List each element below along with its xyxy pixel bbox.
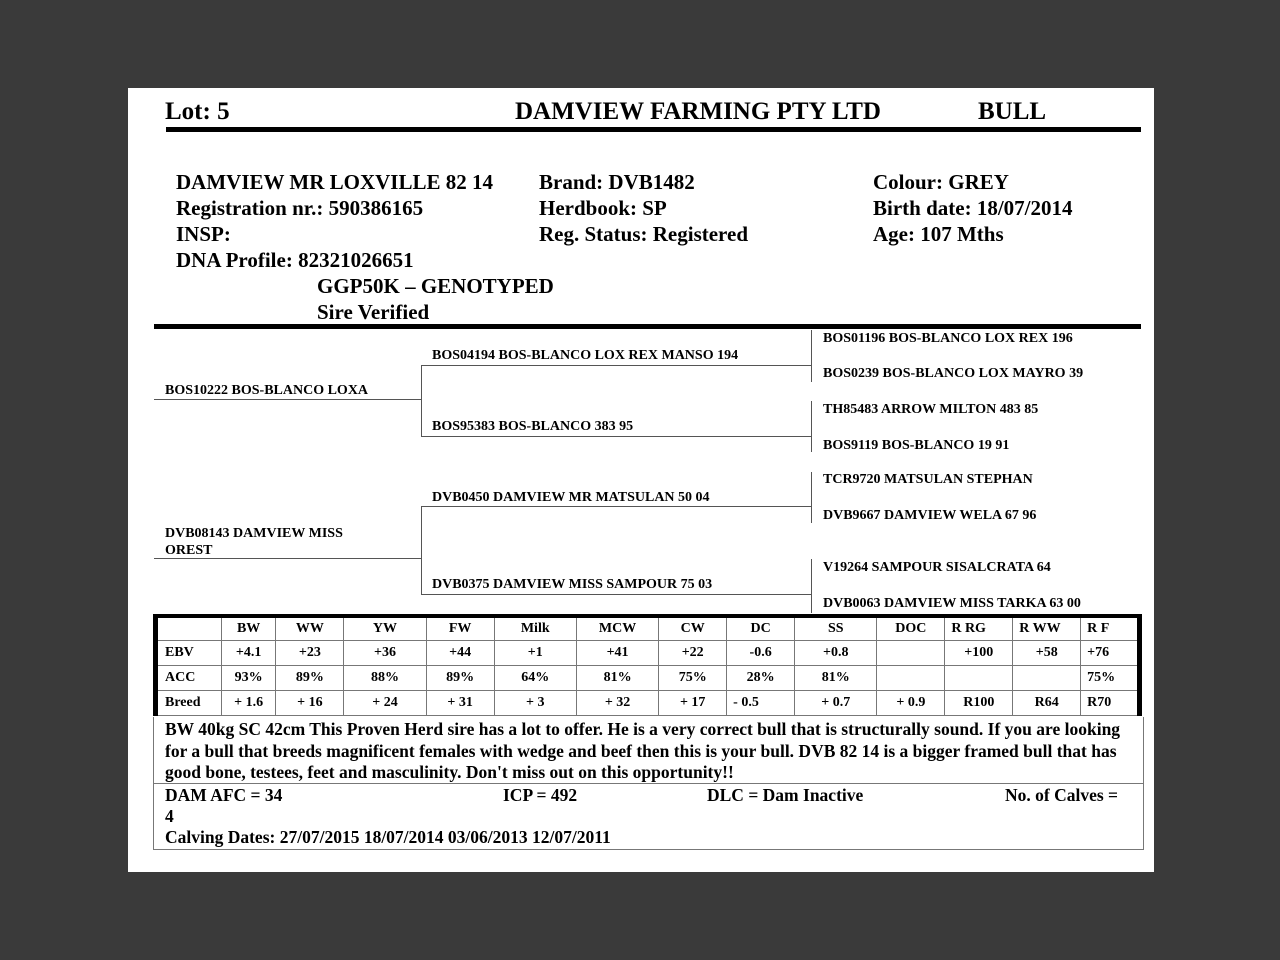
- birth-date: Birth date: 18/07/2014: [873, 196, 1073, 220]
- column-header: FW: [426, 616, 494, 641]
- column-header: R F: [1081, 616, 1140, 641]
- table-cell: 89%: [276, 666, 344, 691]
- pedigree-great-grandparent: V19264 SAMPOUR SISALCRATA 64: [823, 560, 1051, 575]
- table-cell: +23: [276, 641, 344, 666]
- pedigree-line: [154, 558, 421, 559]
- animal-name: DAMVIEW MR LOXVILLE 82 14: [176, 170, 493, 194]
- pedigree-great-grandparent: BOS9119 BOS-BLANCO 19 91: [823, 438, 1010, 453]
- column-header: BW: [221, 616, 276, 641]
- table-row-acc: [156, 666, 1140, 691]
- table-cell: [877, 666, 945, 691]
- herdbook: Herdbook: SP: [539, 196, 667, 220]
- ebv-header-row: [156, 616, 1140, 641]
- pedigree-line: [421, 506, 811, 507]
- column-header: SS: [795, 616, 877, 641]
- table-cell: +1: [494, 641, 576, 666]
- table-cell: + 0.7: [795, 691, 877, 716]
- pedigree-line: [421, 594, 811, 595]
- column-header: DOC: [877, 616, 945, 641]
- pedigree-sire-dam: BOS95383 BOS-BLANCO 383 95: [432, 419, 634, 434]
- table-cell: -0.6: [727, 641, 795, 666]
- table-row-breed: [156, 691, 1140, 716]
- dam-afc: DAM AFC = 34: [165, 785, 283, 805]
- pedigree-great-grandparent: TH85483 ARROW MILTON 483 85: [823, 402, 1039, 417]
- row-label: EBV: [156, 641, 222, 666]
- table-cell: R70: [1081, 691, 1140, 716]
- table-cell: +0.8: [795, 641, 877, 666]
- column-header: R RG: [945, 616, 1013, 641]
- column-header: YW: [344, 616, 426, 641]
- pedigree-great-grandparent: DVB9667 DAMVIEW WELA 67 96: [823, 508, 1037, 523]
- column-header: R WW: [1013, 616, 1081, 641]
- insp-label: INSP:: [176, 222, 231, 246]
- table-cell: + 0.9: [877, 691, 945, 716]
- registration-number: Registration nr.: 590386165: [176, 196, 424, 220]
- no-of-calves-label: No. of Calves =: [1005, 785, 1119, 805]
- table-cell: + 32: [576, 691, 658, 716]
- header-rule: [166, 127, 1141, 132]
- table-cell: +100: [945, 641, 1013, 666]
- table-cell: + 1.6: [221, 691, 276, 716]
- notes-box: [153, 717, 1144, 850]
- row-label: ACC: [156, 666, 222, 691]
- table-cell: +44: [426, 641, 494, 666]
- dna-profile: DNA Profile: 82321026651: [176, 248, 414, 272]
- bull-description: BW 40kg SC 42cm This Proven Herd sire has a lot to offer. He is a very correct bull that is structurally sound. If you are looking for a bull that breeds magnificent females with wedge and beef then this is your bull. DVB 82 14 is a bigger framed bull that has good bone, testees, feet and masculinity. Don't miss out on this opportunity!!: [165, 719, 1121, 782]
- pedigree-line: [421, 365, 422, 436]
- table-cell: 88%: [344, 666, 426, 691]
- table-cell: + 3: [494, 691, 576, 716]
- table-cell: - 0.5: [727, 691, 795, 716]
- dlc: DLC = Dam Inactive: [707, 785, 864, 805]
- table-cell: R64: [1013, 691, 1081, 716]
- table-cell: 89%: [426, 666, 494, 691]
- animal-sex: BULL: [978, 98, 1047, 125]
- pedigree-dam: [165, 525, 385, 559]
- ebv-table: [153, 614, 1142, 716]
- table-cell: +76: [1081, 641, 1140, 666]
- pedigree-great-grandparent: DVB0063 DAMVIEW MISS TARKA 63 00: [823, 596, 1081, 611]
- colour: Colour: GREY: [873, 170, 1009, 194]
- table-cell: [877, 641, 945, 666]
- pedigree-dam-dam: DVB0375 DAMVIEW MISS SAMPOUR 75 03: [432, 577, 713, 592]
- table-cell: + 24: [344, 691, 426, 716]
- pedigree-line: [421, 365, 811, 366]
- pedigree-line: [811, 559, 812, 613]
- column-header: DC: [727, 616, 795, 641]
- pedigree-great-grandparent: BOS01196 BOS-BLANCO LOX REX 196: [823, 331, 1073, 346]
- table-cell: + 31: [426, 691, 494, 716]
- table-row-ebv: [156, 641, 1140, 666]
- column-header: MCW: [576, 616, 658, 641]
- table-cell: 81%: [795, 666, 877, 691]
- table-cell: 75%: [659, 666, 727, 691]
- icp: ICP = 492: [503, 785, 578, 805]
- pedigree-great-grandparent: TCR9720 MATSULAN STEPHAN: [823, 472, 1033, 487]
- table-cell: 28%: [727, 666, 795, 691]
- table-cell: 81%: [576, 666, 658, 691]
- brand: Brand: DVB1482: [539, 170, 695, 194]
- table-cell: R100: [945, 691, 1013, 716]
- lot-number: Lot: 5: [165, 98, 230, 125]
- table-cell: 75%: [1081, 666, 1140, 691]
- column-header: [156, 616, 222, 641]
- table-cell: [945, 666, 1013, 691]
- table-cell: +22: [659, 641, 727, 666]
- reg-status: Reg. Status: Registered: [539, 222, 748, 246]
- sire-verified: Sire Verified: [317, 300, 430, 324]
- lot-card: [128, 88, 1154, 872]
- table-cell: + 16: [276, 691, 344, 716]
- table-cell: + 17: [659, 691, 727, 716]
- age: Age: 107 Mths: [873, 222, 1004, 246]
- table-cell: +41: [576, 641, 658, 666]
- pedigree-line: [811, 330, 812, 382]
- no-of-calves-value: 4: [165, 806, 174, 826]
- genotype-status: GGP50K – GENOTYPED: [317, 274, 554, 298]
- table-cell: 93%: [221, 666, 276, 691]
- column-header: CW: [659, 616, 727, 641]
- company-name: DAMVIEW FARMING PTY LTD: [515, 98, 881, 125]
- pedigree-great-grandparent: BOS0239 BOS-BLANCO LOX MAYRO 39: [823, 366, 1084, 381]
- calving-dates: Calving Dates: 27/07/2015 18/07/2014 03/06/2013 12/07/2011: [165, 827, 611, 847]
- table-cell: +36: [344, 641, 426, 666]
- pedigree-line: [811, 472, 812, 523]
- pedigree-line: [811, 401, 812, 452]
- pedigree-line: [421, 436, 811, 437]
- pedigree-rule: [154, 324, 1141, 329]
- pedigree-line: [154, 399, 421, 400]
- row-label: Breed: [156, 691, 222, 716]
- pedigree-dam-text: DVB08143 DAMVIEW MISS OREST: [165, 526, 343, 558]
- table-cell: 64%: [494, 666, 576, 691]
- column-header: Milk: [494, 616, 576, 641]
- pedigree-sire: BOS10222 BOS-BLANCO LOXA: [165, 383, 369, 398]
- column-header: WW: [276, 616, 344, 641]
- notes-divider: [154, 783, 1143, 784]
- pedigree-sire-sire: BOS04194 BOS-BLANCO LOX REX MANSO 194: [432, 348, 739, 363]
- table-cell: +58: [1013, 641, 1081, 666]
- pedigree-line: [421, 506, 422, 594]
- table-cell: +4.1: [221, 641, 276, 666]
- pedigree-dam-sire: DVB0450 DAMVIEW MR MATSULAN 50 04: [432, 490, 710, 505]
- table-cell: [1013, 666, 1081, 691]
